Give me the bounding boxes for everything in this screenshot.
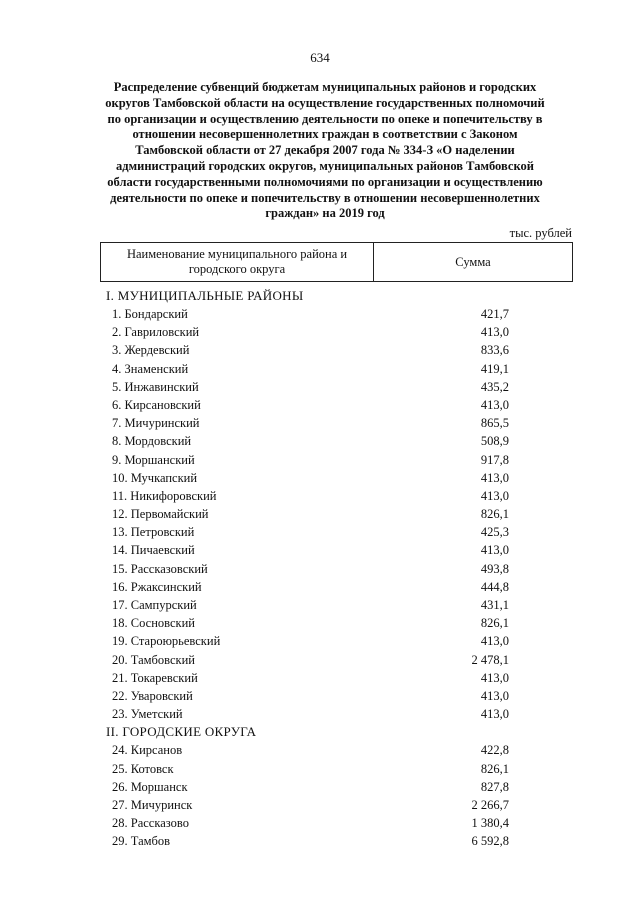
table-row xyxy=(100,760,573,778)
table-row xyxy=(100,305,573,323)
table-row xyxy=(100,523,573,541)
row-sum: 2 478,1 xyxy=(471,652,509,667)
table-row xyxy=(100,614,573,632)
row-sum: 413,0 xyxy=(480,707,509,722)
row-name: 2. Гавриловский xyxy=(112,325,200,340)
table-row xyxy=(100,414,573,432)
row-sum: 413,0 xyxy=(480,488,509,503)
row-name: 9. Моршанский xyxy=(112,452,195,467)
table-row xyxy=(100,451,573,469)
table-row xyxy=(100,432,573,450)
table-row xyxy=(100,796,573,814)
row-sum: 493,8 xyxy=(480,561,509,576)
table-row xyxy=(100,360,573,378)
table-row xyxy=(100,596,573,614)
row-name: 19. Староюрьевский xyxy=(112,634,221,649)
row-name: 14. Пичаевский xyxy=(112,543,195,558)
section-title: I. МУНИЦИПАЛЬНЫЕ РАЙОНЫ xyxy=(106,288,304,303)
row-name: 7. Мичуринский xyxy=(112,416,200,431)
row-name: 13. Петровский xyxy=(112,525,195,540)
row-sum: 413,0 xyxy=(480,688,509,703)
document-title: Распределение субвенций бюджетам муниципальных районов и городских округов Тамбовской области на осуществление государственных полномочий по организации и осуществлению деятельности по опеке и попечительству в отношении несовершеннолетних граждан в соответствии с Законом Тамбовской области от 27 декабря 2007 года № 334-З «О наделении администраций городских округов, муниципальных районов Тамбовской области государственными полномочиями по организации и осуществлению деятельности по опеке и попечительству в отношении несовершеннолетних граждан» на 2019 год xyxy=(105,80,545,221)
table-row xyxy=(100,651,573,669)
row-sum: 1 380,4 xyxy=(471,816,509,831)
row-name: 22. Уваровский xyxy=(112,688,193,703)
table-row xyxy=(100,505,573,523)
row-name: 17. Сампурский xyxy=(112,598,197,612)
table-row xyxy=(100,378,573,396)
row-sum: 413,0 xyxy=(480,470,509,485)
row-name: 21. Токаревский xyxy=(112,670,198,685)
row-sum: 2 266,7 xyxy=(471,797,509,812)
row-name: 1. Бондарский xyxy=(112,307,188,321)
row-sum: 508,9 xyxy=(480,434,509,449)
row-name: 28. Рассказово xyxy=(112,816,189,831)
row-sum: 827,8 xyxy=(480,779,509,794)
table-row xyxy=(100,814,573,832)
row-name: 23. Уметский xyxy=(112,707,183,722)
row-name: 5. Инжавинский xyxy=(112,379,199,394)
table-row xyxy=(100,741,573,759)
table-header xyxy=(100,242,573,282)
table-row xyxy=(100,560,573,578)
row-name: 24. Кирсанов xyxy=(112,743,183,758)
table-row xyxy=(100,469,573,487)
row-name: 8. Мордовский xyxy=(112,434,192,449)
row-sum: 917,8 xyxy=(480,452,509,467)
row-name: 10. Мучкапский xyxy=(112,470,198,485)
row-sum: 435,2 xyxy=(480,379,509,394)
table-row xyxy=(100,487,573,505)
row-sum: 833,6 xyxy=(480,343,509,358)
row-sum: 413,0 xyxy=(480,670,509,685)
table-row xyxy=(100,778,573,796)
row-sum: 6 592,8 xyxy=(471,834,509,849)
row-sum: 425,3 xyxy=(480,525,509,540)
table-row xyxy=(100,323,573,341)
row-name: 6. Кирсановский xyxy=(112,397,201,412)
column-header-name: Наименование муниципального района и городского округа xyxy=(101,243,374,282)
row-name: 3. Жердевский xyxy=(112,343,190,358)
table-row xyxy=(100,632,573,650)
column-header-sum: Сумма xyxy=(374,243,573,282)
row-name: 20. Тамбовский xyxy=(112,652,195,667)
table-row xyxy=(100,396,573,414)
table-row xyxy=(100,832,573,850)
table-row xyxy=(100,705,573,723)
table-row xyxy=(100,669,573,687)
row-sum: 444,8 xyxy=(480,579,509,594)
row-sum: 431,1 xyxy=(480,598,509,612)
row-sum: 413,0 xyxy=(480,325,509,340)
table-body xyxy=(100,287,573,850)
row-name: 11. Никифоровский xyxy=(112,488,217,503)
row-sum: 865,5 xyxy=(480,416,509,431)
table-row xyxy=(100,341,573,359)
table-row xyxy=(100,578,573,596)
row-name: 15. Рассказовский xyxy=(112,561,208,576)
row-sum: 413,0 xyxy=(480,543,509,558)
row-sum: 826,1 xyxy=(480,507,509,522)
row-name: 4. Знаменский xyxy=(112,361,189,376)
row-name: 29. Тамбов xyxy=(112,834,171,849)
row-name: 25. Котовск xyxy=(112,761,174,776)
row-sum: 421,7 xyxy=(480,307,509,321)
table-row xyxy=(100,687,573,705)
row-name: 12. Первомайский xyxy=(112,507,209,522)
table-row xyxy=(100,541,573,559)
row-sum: 413,0 xyxy=(480,397,509,412)
row-name: 16. Ржаксинский xyxy=(112,579,202,594)
row-name: 26. Моршанск xyxy=(112,779,188,794)
row-sum: 422,8 xyxy=(480,743,509,758)
row-sum: 826,1 xyxy=(480,761,509,776)
row-sum: 413,0 xyxy=(480,634,509,649)
row-name: 27. Мичуринск xyxy=(112,797,193,812)
page-number: 634 xyxy=(310,50,330,65)
row-sum: 419,1 xyxy=(480,361,509,376)
row-sum: 826,1 xyxy=(480,616,509,631)
section-title: II. ГОРОДСКИЕ ОКРУГА xyxy=(106,724,257,740)
row-name: 18. Сосновский xyxy=(112,616,195,631)
units-label: тыс. рублей xyxy=(509,226,572,240)
